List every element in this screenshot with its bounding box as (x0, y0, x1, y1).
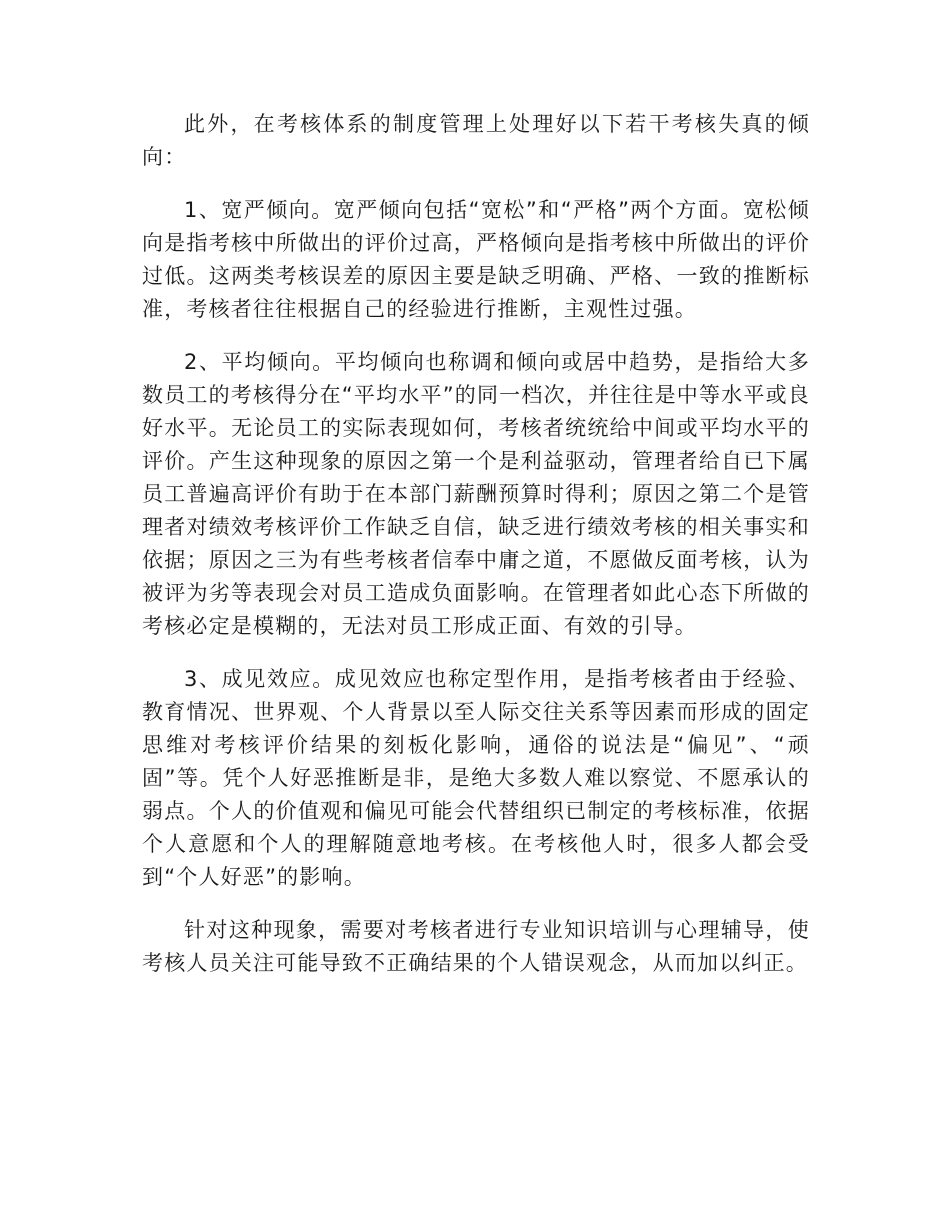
paragraph-remedy: 针对这种现象，需要对考核者进行专业知识培训与心理辅导，使考核人员关注可能导致不正确结果的个人错误观念，从而加以纠正。 (142, 918, 810, 975)
paragraph-stereotype-effect: 3、成见效应。成见效应也称定型作用，是指考核者由于经验、教育情况、世界观、个人背景以至人际交往关系等因素而形成的固定思维对考核评价结果的刻板化影响，通俗的说法是“偏见”、“顽固”等。凭个人好恶推断是非，是绝大多数人难以察觉、不愿承认的弱点。个人的价值观和偏见可能会代替组织已制定的考核标准，依据个人意愿和个人的理解随意地考核。在考核他人时，很多人都会受到“个人好恶”的影响。 (142, 667, 810, 889)
paragraph-central-tendency: 2、平均倾向。平均倾向也称调和倾向或居中趋势，是指给大多数员工的考核得分在“平均水平”的同一档次，并往往是中等水平或良好水平。无论员工的实际表现如何，考核者统统给中间或平均水平的评价。产生这种现象的原因之第一个是利益驱动，管理者给自已下属员工普遍高评价有助于在本部门薪酬预算时得利；原因之第二个是管理者对绩效考核评价工作缺乏自信，缺乏进行绩效考核的相关事实和依据；原因之三为有些考核者信奉中庸之道，不愿做反面考核，认为被评为劣等表现会对员工造成负面影响。在管理者如此心态下所做的考核必定是模糊的，无法对员工形成正面、有效的引导。 (142, 350, 810, 638)
document-body (142, 108, 810, 1000)
paragraph-intro: 此外，在考核体系的制度管理上处理好以下若干考核失真的倾向： (142, 112, 810, 169)
paragraph-leniency-strictness-tendency: 1、宽严倾向。宽严倾向包括“宽松”和“严格”两个方面。宽松倾向是指考核中所做出的评价过高，严格倾向是指考核中所做出的评价过低。这两类考核误差的原因主要是缺乏明确、严格、一致的推断标准，考核者往往根据自己的经验进行推断，主观性过强。 (142, 198, 810, 321)
